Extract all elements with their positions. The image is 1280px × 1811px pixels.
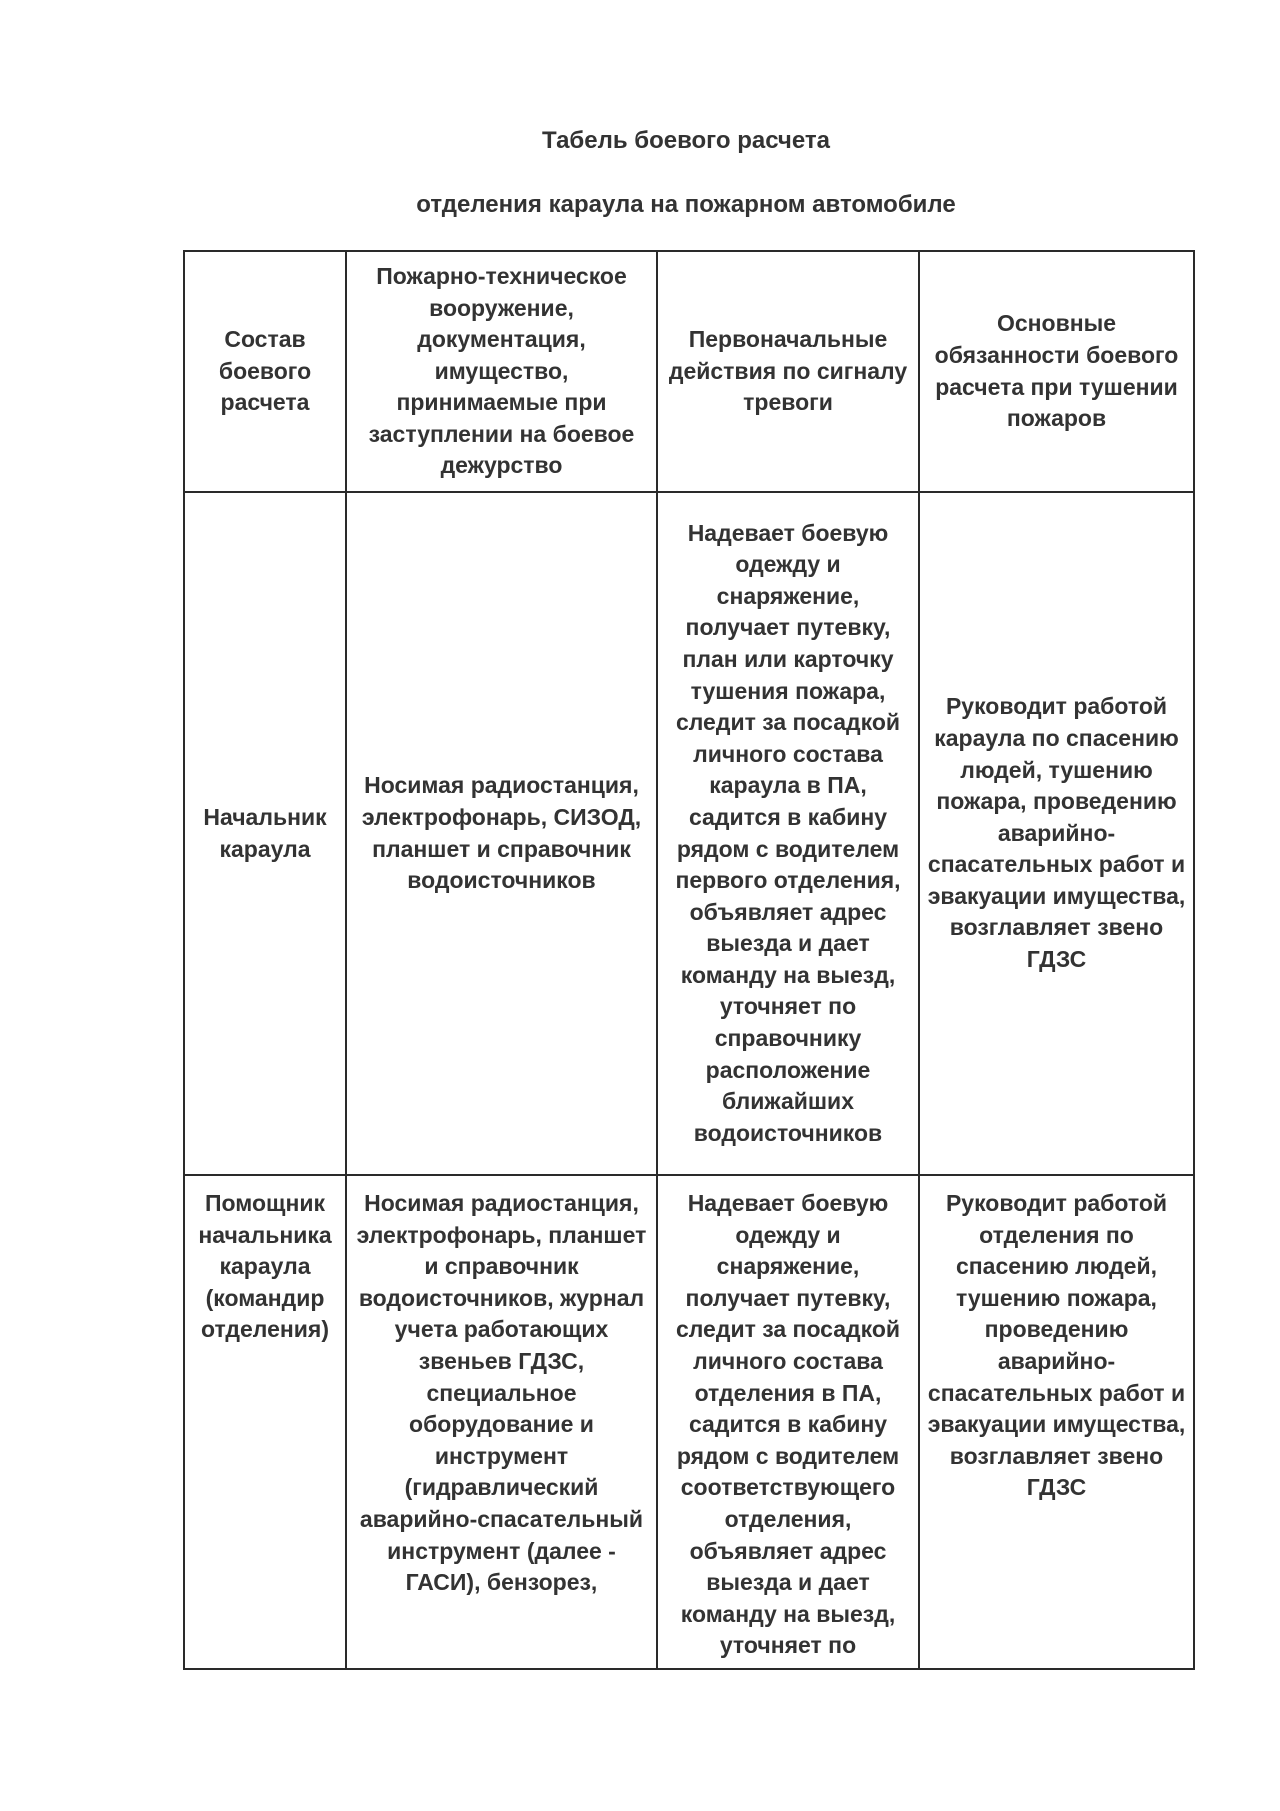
cell-alarm-actions: Надевает боевую одежду и снаряжение, получает путевку, следит за посадкой личного состава отделения в ПА, садится в кабину рядом с водителем соответствующего отделения, объявляет адрес выезда и дает команду на выезд, уточняет по <box>657 1175 919 1669</box>
header-alarm-actions: Первоначальные действия по сигналу тревоги <box>657 251 919 492</box>
cell-role: Начальник караула <box>184 492 346 1175</box>
cell-alarm-actions: Надевает боевую одежду и снаряжение, получает путевку, план или карточку тушения пожара, следит за посадкой личного состава караула в ПА, садится в кабину рядом с водителем первого отделения, объявляет адрес выезда и дает команду на выезд, уточняет по справочнику расположение ближайших водоисточников <box>657 492 919 1175</box>
header-equipment: Пожарно-техническое вооружение, документация, имущество, принимаемые при заступлении на боевое дежурство <box>346 251 657 492</box>
table-header-row <box>184 251 1194 492</box>
document-title: Табель боевого расчета <box>542 127 830 154</box>
cell-equipment: Носимая радиостанция, электрофонарь, планшет и справочник водоисточников, журнал учета работающих звеньев ГДЗС, специальное оборудование и инструмент (гидравлический аварийно-спасательный инструмент (далее - ГАСИ), бензорез, <box>346 1175 657 1669</box>
cell-duties: Руководит работой караула по спасению людей, тушению пожара, проведению аварийно-спасательных работ и эвакуации имущества, возглавляет звено ГДЗС <box>919 492 1194 1175</box>
table-row <box>184 492 1194 1175</box>
combat-crew-table <box>183 250 1195 1670</box>
table-row <box>184 1175 1194 1669</box>
cell-duties: Руководит работой отделения по спасению людей, тушению пожара, проведению аварийно-спасательных работ и эвакуации имущества, возглавляет звено ГДЗС <box>919 1175 1194 1669</box>
cell-role: Помощник начальника караула (командир отделения) <box>184 1175 346 1669</box>
document-subtitle: отделения караула на пожарном автомобиле <box>416 191 956 218</box>
header-fire-duties: Основные обязанности боевого расчета при тушении пожаров <box>919 251 1194 492</box>
header-crew-composition: Состав боевого расчета <box>184 251 346 492</box>
cell-equipment: Носимая радиостанция, электрофонарь, СИЗОД, планшет и справочник водоисточников <box>346 492 657 1175</box>
